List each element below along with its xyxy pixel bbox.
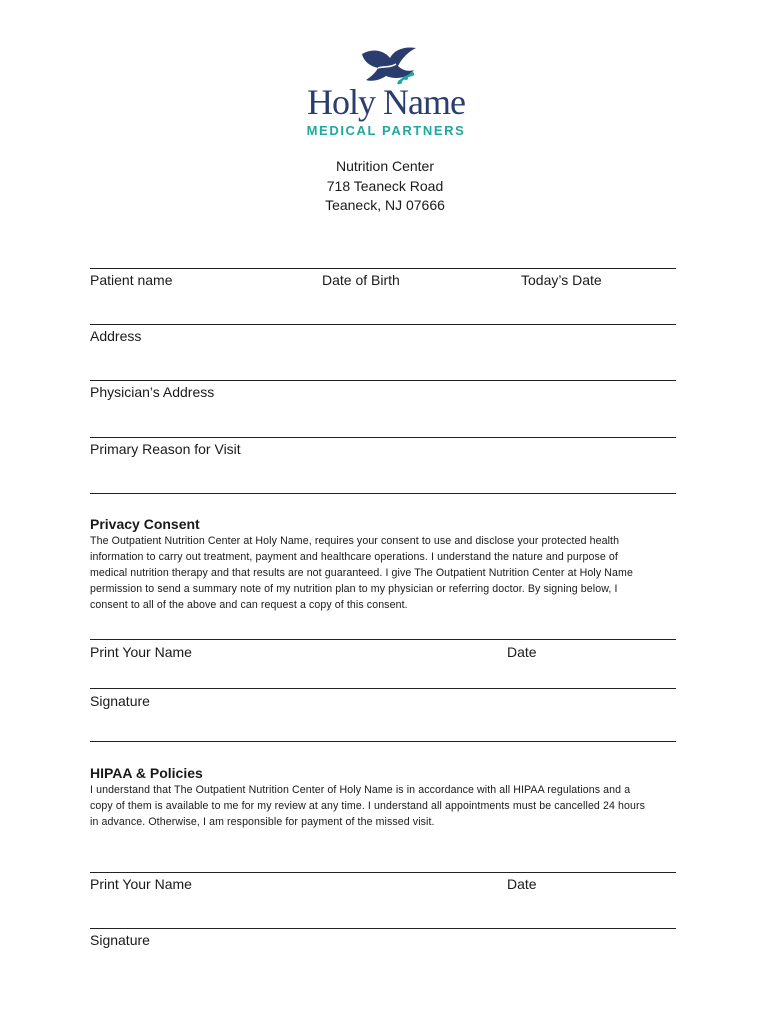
physician-address-label: Physician’s Address <box>90 384 215 400</box>
privacy-text-line: consent to all of the above and can request a copy of this consent. <box>90 599 408 611</box>
privacy-text-line: permission to send a summary note of my nutrition plan to my physician or referring doctor. By signing below, I <box>90 583 618 595</box>
logo-wordmark: Holy Name <box>307 82 465 122</box>
hipaa-signature-label: Signature <box>90 932 150 948</box>
privacy-signature-line[interactable] <box>90 688 676 689</box>
todays-date-label: Today’s Date <box>521 272 602 288</box>
holy-name-logo <box>296 44 476 140</box>
privacy-text-line: medical nutrition therapy and that results are not guaranteed. I give The Outpatient Nutrition Center at Holy Name <box>90 567 633 579</box>
center-address <box>0 157 770 216</box>
hipaa-text-line: in advance. Otherwise, I am responsible for payment of the missed visit. <box>90 816 435 828</box>
hipaa-date-label: Date <box>507 876 537 892</box>
address-line-1: Nutrition Center <box>335 158 435 174</box>
hipaa-policies-text <box>90 782 680 830</box>
patient-name-label: Patient name <box>90 272 173 288</box>
date-of-birth-label: Date of Birth <box>322 272 400 288</box>
privacy-print-name-label: Print Your Name <box>90 644 192 660</box>
reason-for-visit-line[interactable] <box>90 437 676 438</box>
address-line-3: Teaneck, NJ 07666 <box>325 197 445 213</box>
privacy-consent-title: Privacy Consent <box>90 516 200 532</box>
hipaa-text-line: copy of them is available to me for my review at any time. I understand all appointments must be cancelled 24 hours <box>90 800 645 812</box>
address-line-2: 718 Teaneck Road <box>326 177 444 194</box>
reason-for-visit-label: Primary Reason for Visit <box>90 441 241 457</box>
hipaa-text-line: I understand that The Outpatient Nutrition Center of Holy Name is in accordance with all HIPAA regulations and a <box>90 784 631 796</box>
hipaa-policies-title: HIPAA & Policies <box>90 765 203 781</box>
logo-subtitle: MEDICAL PARTNERS <box>306 123 466 138</box>
address-line[interactable] <box>90 324 676 325</box>
section-divider-line <box>90 741 676 742</box>
reason-for-visit-extra-line[interactable] <box>90 493 676 494</box>
address-label: Address <box>90 328 142 344</box>
hipaa-signature-line[interactable] <box>90 928 676 929</box>
privacy-text-line: information to carry out treatment, payment and healthcare operations. I understand the nature and purpose of <box>90 551 618 563</box>
privacy-consent-text <box>90 533 680 613</box>
privacy-text-line: The Outpatient Nutrition Center at Holy Name, requires your consent to use and disclose your protected health <box>90 535 620 547</box>
hipaa-print-name-line[interactable] <box>90 872 676 873</box>
privacy-date-label: Date <box>507 644 537 660</box>
privacy-print-name-line[interactable] <box>90 639 676 640</box>
privacy-signature-label: Signature <box>90 693 150 709</box>
physician-address-line[interactable] <box>90 380 676 381</box>
patient-info-line[interactable] <box>90 268 676 269</box>
hipaa-print-name-label: Print Your Name <box>90 876 192 892</box>
